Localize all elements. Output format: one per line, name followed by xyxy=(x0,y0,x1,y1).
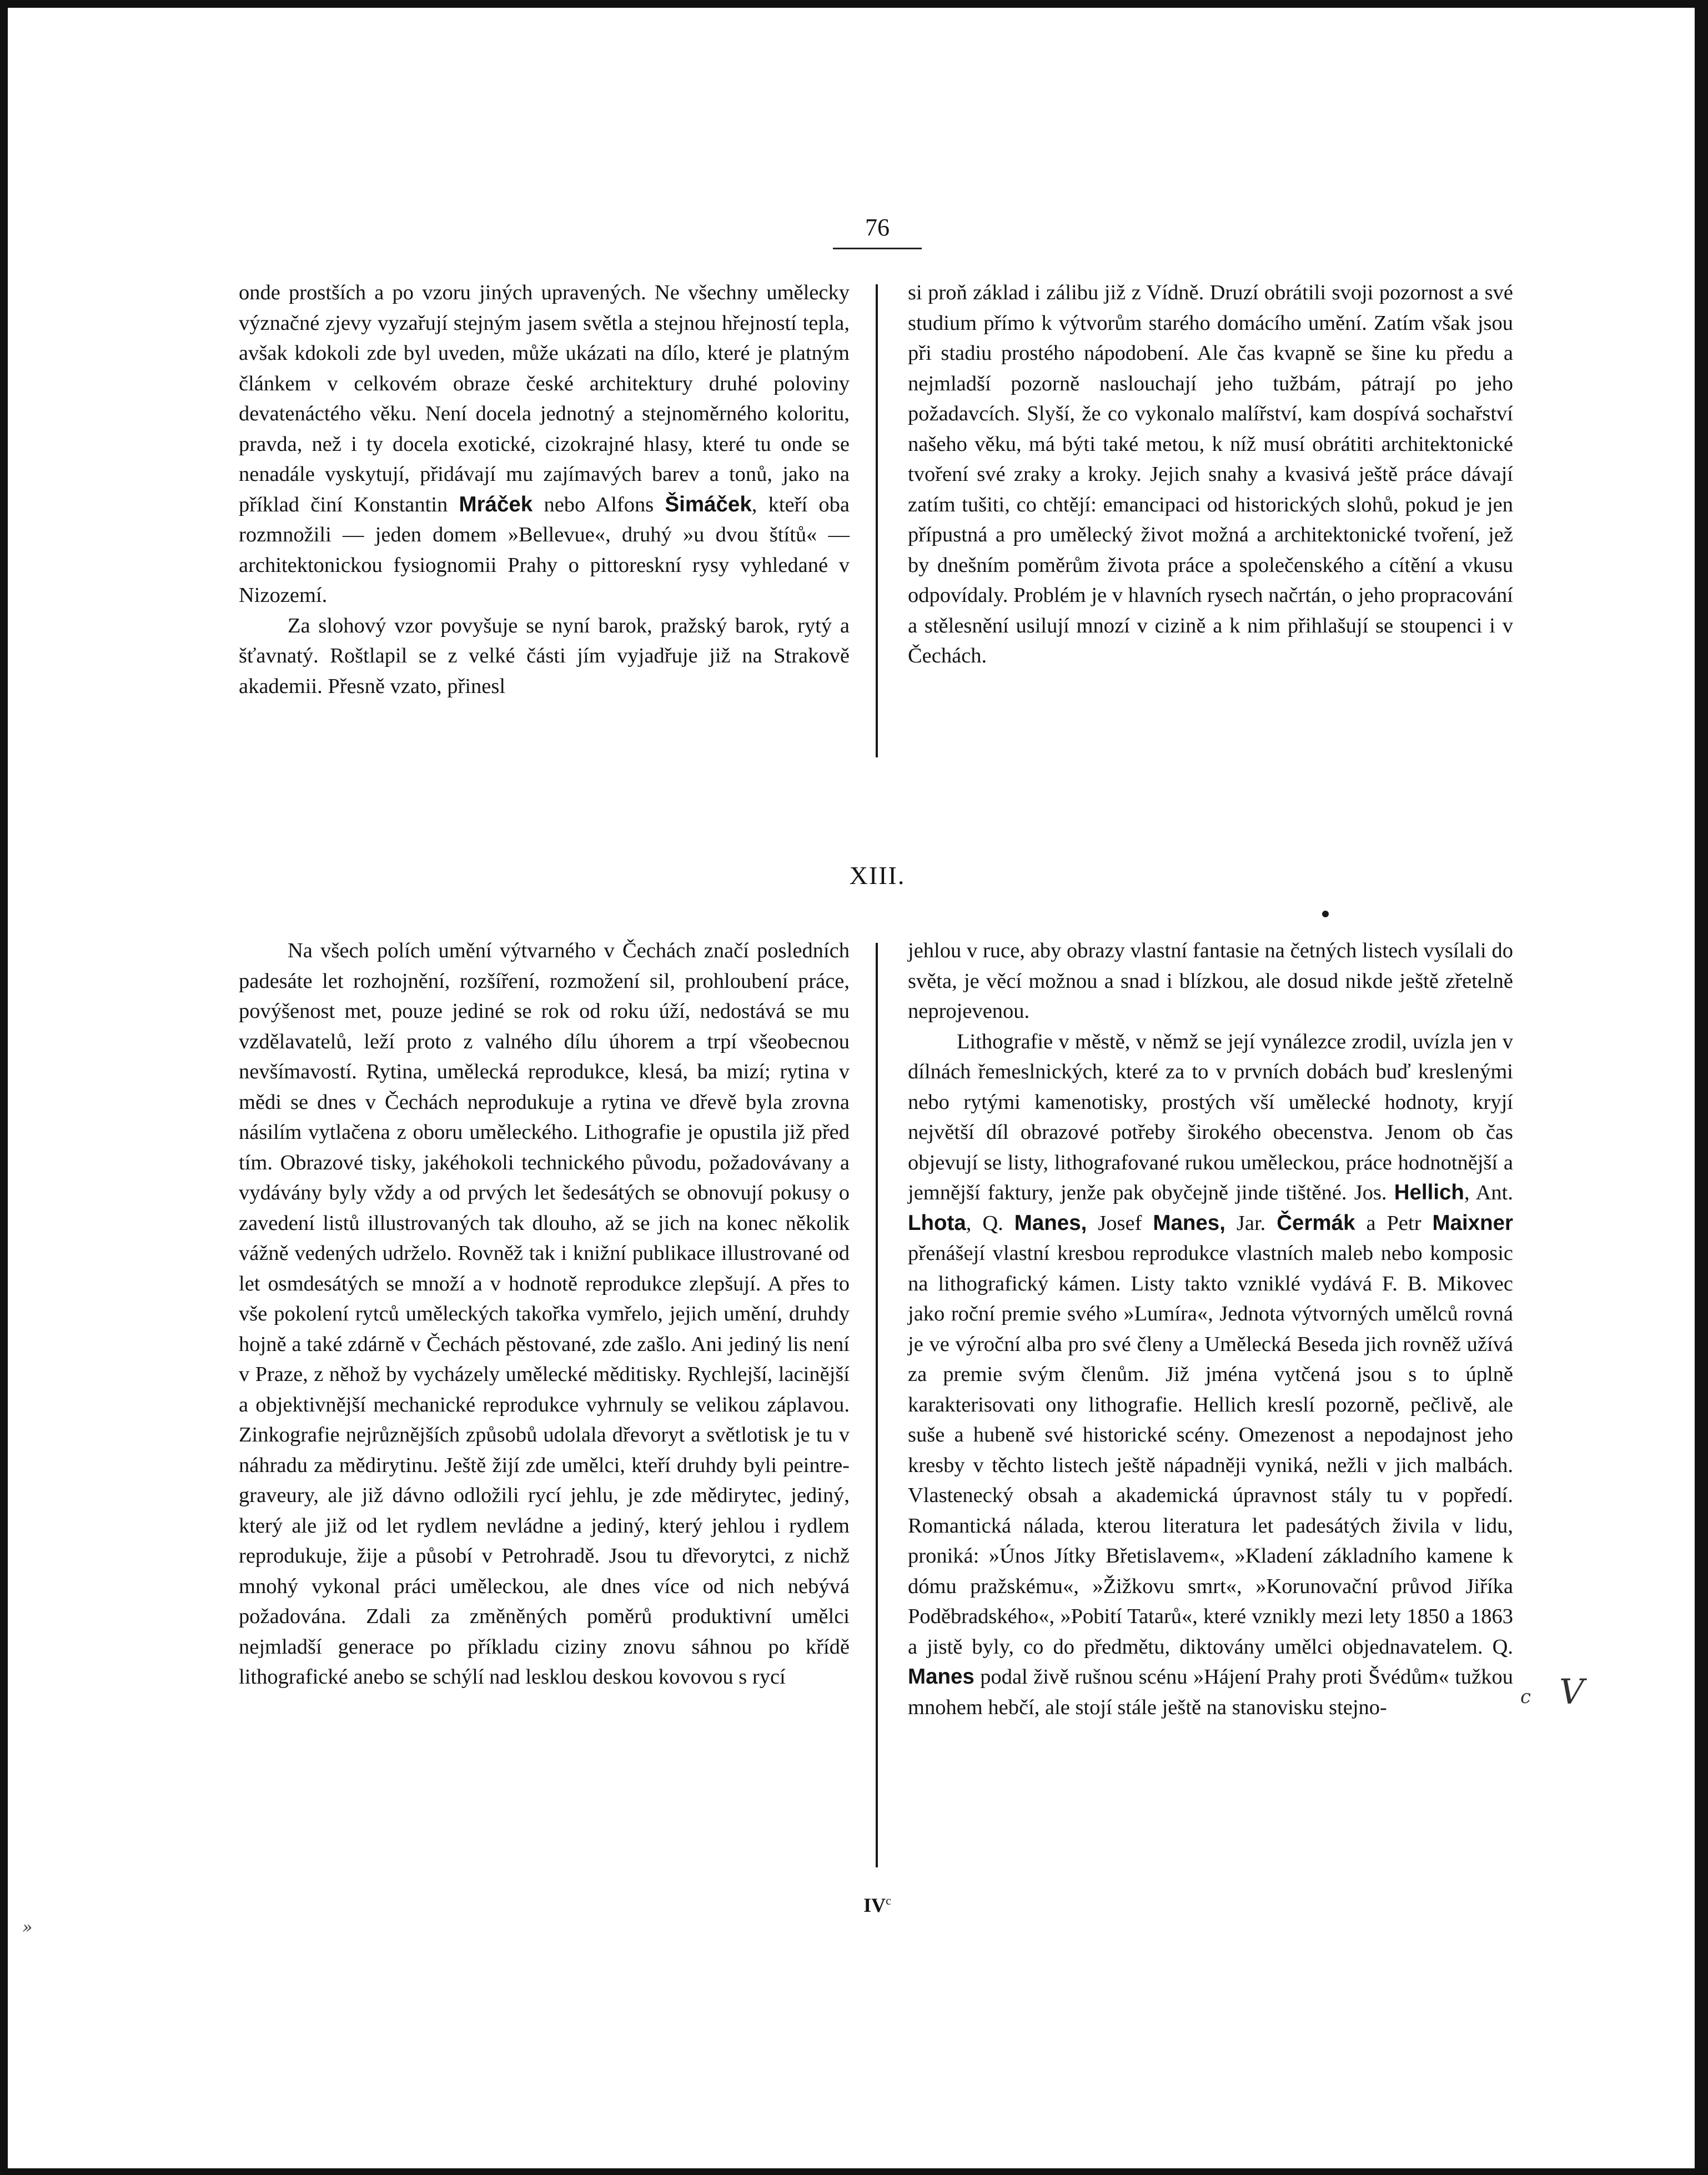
text-run: onde prostších a po vzoru jiných upravených. Ne všechny umělecky význačné zjevy vyzařují stejným jasem světla a stejnou hřejností tepla, avšak kdokoli zde byl uveden, může ukázati na dílo, které je platným článkem v celkovém obraze české architektury druhé poloviny devatenáctého věku. Není docela jednotný a stejnoměrného koloritu, pravda, než i ty docela exotické, cizokrajné hlasy, které tu onde se nenadále vyskytují, přidávají mu zajímavých barev a tonů, jako na příklad činí Konstantin xyxy=(239,281,850,516)
signature-sub: c xyxy=(886,1893,891,1907)
margin-mark-arrow: » xyxy=(22,1918,33,1937)
text-run: a Petr xyxy=(1355,1211,1433,1235)
column-divider-top xyxy=(876,284,878,757)
text-run: přenášejí vlastní kresbou reprodukce vlastních maleb nebo komposic na lithografický kámen. Listy takto vzniklé vydává F. B. Mikovec jako roční premie svého »Lumíra«, Jednota výtvorných umělců rovná je ve výroční alba pro své členy a Umělecká Beseda jich rovněž užívá za premie svým členům. Již jména vytčená jsou s to úplně karakterisovati ony lithografie. Hellich kreslí pozorně, pečlivě, ale suše a hubeně své historické scény. Omezenost a nepodajnost jeho kresby v těchto listech ještě nápadněji vyniká, nežli v jich malbách. Vlastenecký obsah a akademická úpravnost stály tu v popředí. Romantická nálada, kterou literatura let padesátých živila v lidu, proniká: »Únos Jítky Břetislavem«, »Kladení základního kamene k dómu pražskému«, »Žižkovu smrt«, »Korunovační průvod Jiříka Poděbradského«, »Pobití Tatarů«, které vznikly mezi lety 1850 a 1863 a jistě byly, co do předmětu, diktovány umělci objednavatelem. Q. xyxy=(908,1242,1513,1659)
page-number-underline xyxy=(833,248,922,249)
scan-border-left xyxy=(0,0,8,2175)
paragraph-continuation-right: jehlou v ruce, aby obrazy vlastní fantasie na četných listech vysílali do světa, je věcí možnou a snad i blízkou, ale dosud nikde ještě zřetelně neprojevenou. xyxy=(908,939,1513,1023)
paragraph-engraving: Na všech polích umění výtvarného v Čechách značí posledních padesáte let rozhojnění, rozšíření, rozmožení sil, prohloubení práce, povýšenost met, pouze jediné se rok od roku úží, nedostává se mu vzdělavatelů, leží proto z valného dílu úhorem a trpí všeobecnou nevšímavostí. Rytina, umělecká reprodukce, klesá, ba mizí; rytina v mědi se dnes v Čechách neprodukuje a rytina ve dřevě byla zrovna násilím vytlačena z oboru uměleckého. Lithografie je opustila již před tím. Obrazové tisky, jakéhokoli technického původu, požadovávany a vydávány byly vždy a od prvých let šedesátých se obnovují pokusy o zavedení listů illustrovaných tak dlouho, až se jich na konec několik vážně vedených udrželo. Rovněž tak i knižní publikace illustrované od let osmdesátých se množí a v hodnotě reprodukce zlepšují. A přes to vše pokolení rytců uměleckých takořka vymřelo, jejich umění, druhdy hojně a také zdárně v Čechách pěstované, zde zašlo. Ani jediný lis není v Praze, z něhož by vycházely umělecké měditisky. Rychlejší, lacinější a objektivnější mechanické reprodukce vyhrnuly se velikou záplavou. Zinkografie nejrůznějších způsobů udolala dřevoryt a světlotisk je tu v náhradu za mědirytinu. Ještě žijí zde umělci, kteří druhdy byli peintre-graveury, ale již dávno odložili rycí jehlu, je zde mědirytec, jediný, který ale již od let rydlem nevládne a jediný, který jehlou i rydlem reprodukuje, žije a působí v Petrohradě. Jsou tu dřevorytci, z nichž mnohý vykonal práci uměleckou, ale dnes více od nich nebývá požadována. Zdali za změněných poměrů produktivní umělci nejmladší generace po příkladu ciziny znovu sáhnou po křídě lithografické anebo se schýlí nad lesklou deskou kovovou s rycí xyxy=(239,939,850,1689)
name-mracek: Mráček xyxy=(459,492,533,516)
printer-signature xyxy=(833,1893,922,1917)
name-manes: Manes xyxy=(908,1665,974,1689)
margin-mark-c: c xyxy=(1520,1686,1531,1708)
page-number: 76 xyxy=(865,214,890,241)
margin-mark-v: V xyxy=(1559,1671,1584,1712)
name-maixner: Maixner xyxy=(1432,1210,1514,1235)
signature-main: IV xyxy=(863,1894,886,1916)
scan-border-bottom xyxy=(0,2168,1708,2175)
text-run: , Q. xyxy=(966,1211,1014,1235)
text-run: Jar. xyxy=(1225,1211,1277,1235)
name-hellich: Hellich xyxy=(1394,1181,1464,1204)
bottom-right-column xyxy=(908,936,1513,1722)
paragraph-lithography xyxy=(908,1027,1513,1723)
paragraph-vienna: si proň základ i zálibu již z Vídně. Druzí obrátili svoji pozornost a své studium přímo k výtvorům starého domácího umění. Zatím však jsou při stadiu prostého nápodobení. Ale čas kvapně se šine ku předu a nejmladší pozorně naslouchají jeho tužbám, pátrají po jeho požadavcích. Slyší, že co vykonalo malířství, kam dospívá sochařství našeho věku, má býti také metou, k níž musí obrátiti architektonické tvoření své zraky a kroky. Jejich snahy a kvasivá ještě práce dávají zatím tušiti, co chtějí: emancipaci od historických slohů, pokud je jen přípustná a pro umělecký život možná a architektonické tvoření, jež by dnešním poměrům života práce a společenského a cítění a vkusu odpovídaly. Problém je v hlavních rysech načrtán, o jeho propracování a stělesnění usilují mnozí v cizině a k nim přihlašují se stoupenci i v Čechách. xyxy=(908,281,1513,667)
top-right-column xyxy=(908,278,1513,671)
ink-dot xyxy=(1322,911,1329,917)
text-run: Josef xyxy=(1087,1211,1153,1235)
text-run: podal živě rušnou scénu »Hájení Prahy proti Švédům« tužkou mnohem hebčí, ale stojí stále ještě na stanovisku stejno- xyxy=(908,1665,1513,1719)
name-lhota: Lhota xyxy=(908,1210,966,1235)
bottom-left-column xyxy=(239,936,850,1692)
name-cermak: Čermák xyxy=(1277,1210,1355,1235)
name-q-manes: Manes, xyxy=(1014,1210,1087,1235)
text-run: nebo Alfons xyxy=(533,493,665,516)
paragraph-continuation xyxy=(239,278,850,611)
column-divider-bottom xyxy=(876,943,878,1867)
text-run: , kteří oba rozmnožili — jeden domem »Bellevue«, druhý »u dvou štítů« — architektonickou fysiognomii Prahy o pittoreskní rysy vyhledané v Nizozemí. xyxy=(239,493,850,607)
scan-border-top xyxy=(0,0,1708,8)
name-simacek: Šimáček xyxy=(665,492,752,516)
top-left-column xyxy=(239,278,850,701)
name-josef-manes: Manes, xyxy=(1153,1210,1225,1235)
text-run: Lithografie v městě, v němž se její vynálezce zrodil, uvízla jen v dílnách řemeslnických, které za to v prvních dobách buď kreslenými nebo rytými kamenotisky, prostých vší umělecké hodnoty, kryjí největší díl obrazové potřeby širokého obecenstva. Jenom ob čas objevují se listy, lithografované rukou uměleckou, práce hodnotnější a jemnější faktury, jenže pak obyčejně jinde tištěné. Jos. xyxy=(908,1029,1513,1204)
scan-border-right xyxy=(1695,0,1708,2175)
chapter-heading: XIII. xyxy=(849,861,906,890)
paragraph-barok: Za slohový vzor povyšuje se nyní barok, pražský barok, rytý a šťavnatý. Roštlapil se z velké části jím vyjadřuje již na Strakově akademii. Přesně vzato, přinesl xyxy=(239,614,850,698)
text-run: , Ant. xyxy=(1464,1181,1513,1204)
